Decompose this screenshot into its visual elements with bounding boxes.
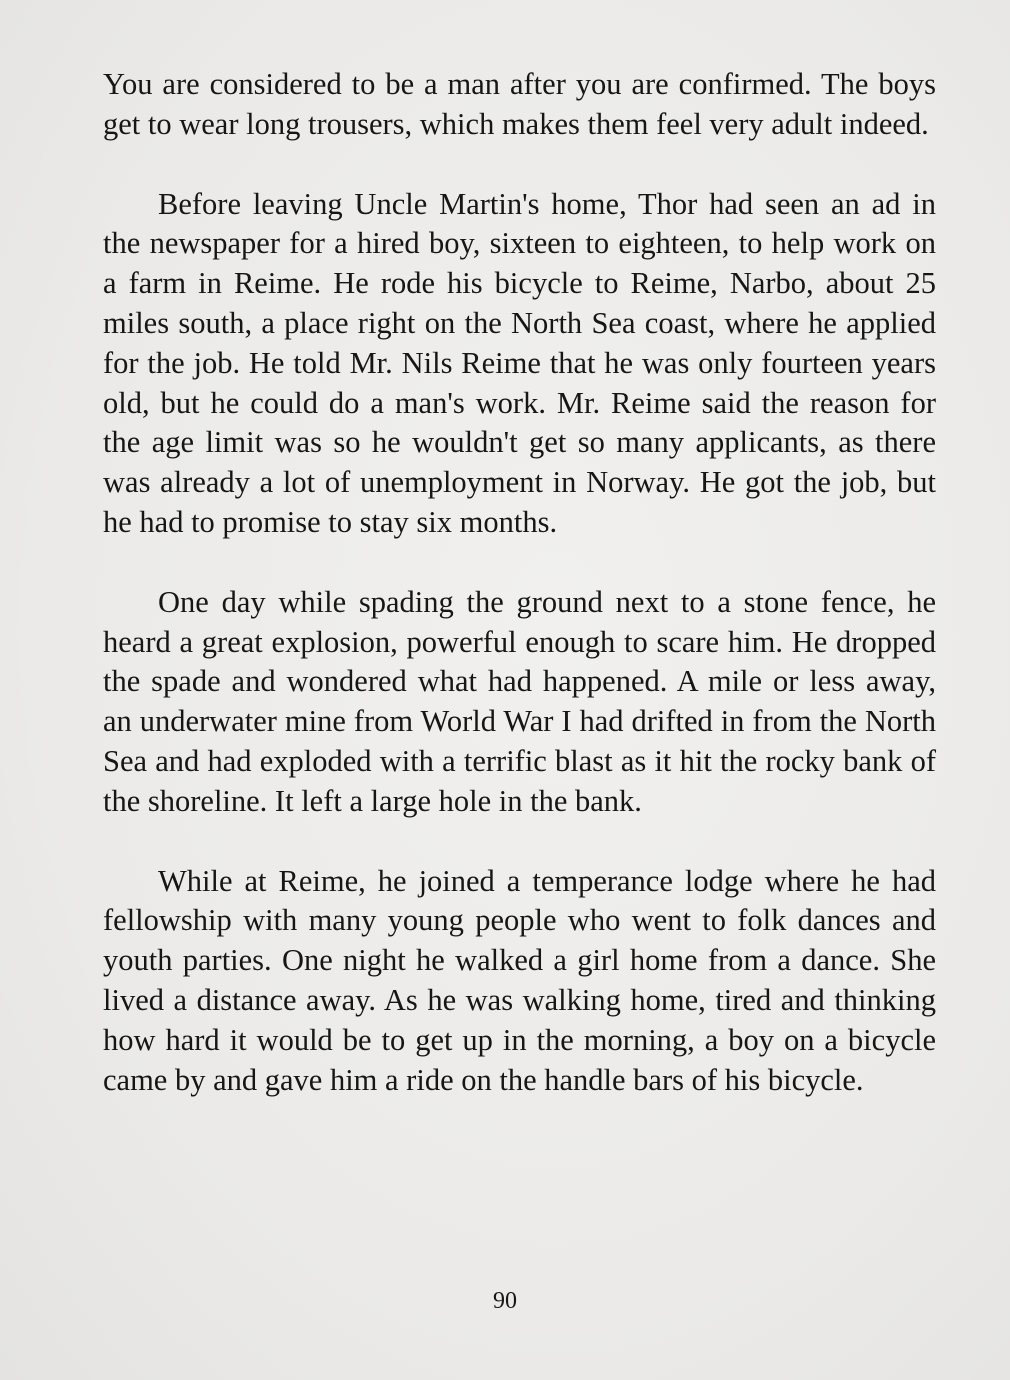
paragraph-temperance-lodge: While at Reime, he joined a temperance lodge where he had fellowship with many young people who went to folk dances and youth parties. One night he walked a girl home from a dance. She lived a distance away. As he was walking home, tired and thinking how hard it would be to get up in the morning, a boy on a bicycle came by and gave him a ride on the handle bars of his bicycle. [103, 863, 936, 1097]
page-number: 90 [493, 1288, 517, 1314]
paragraph-mine-explosion: One day while spading the ground next to a stone fence, he heard a great explosion, powerful enough to scare him. He dropped the spade and wondered what had happened. A mile or less away, an underwater mine from World War I had drifted in from the North Sea and had exploded with a terrific blast as it hit the rocky bank of the shoreline. It left a large hole in the bank. [103, 584, 936, 818]
page-body [103, 65, 936, 1100]
paragraph-confirmation: You are considered to be a man after you are confirmed. The boys get to wear long trousers, which makes them feel very adult indeed. [103, 67, 936, 141]
paragraph-reime-job: Before leaving Uncle Martin's home, Thor had seen an ad in the newspaper for a hired boy, sixteen to eighteen, to help work on a farm in Reime. He rode his bicycle to Reime, Narbo, about 25 miles south, a place right on the North Sea coast, where he applied for the job. He told Mr. Nils Reime that he was only fourteen years old, but he could do a man's work. Mr. Reime said the reason for the age limit was so he wouldn't get so many applicants, as there was already a lot of unemployment in Norway. He got the job, but he had to promise to stay six months. [103, 186, 936, 539]
